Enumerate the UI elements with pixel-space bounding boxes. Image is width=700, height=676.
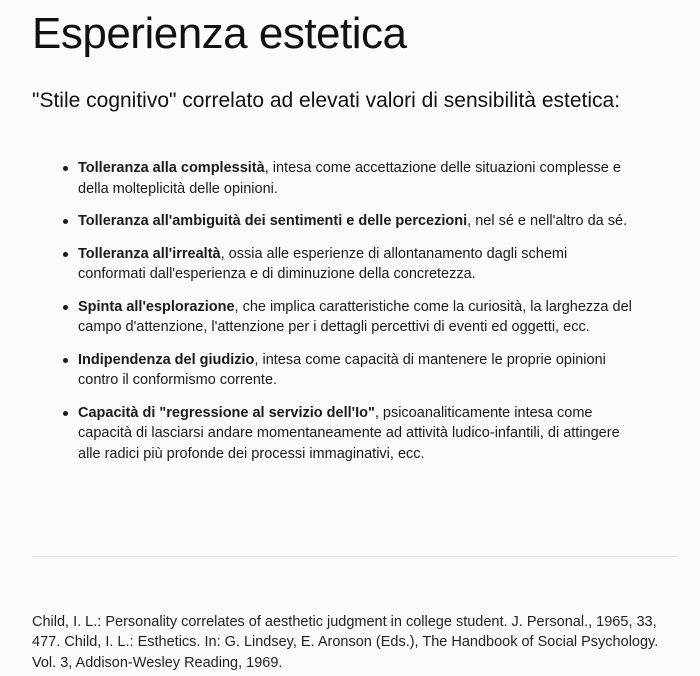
item-description: , intesa come accettazione delle situazioni complesse e della molteplicità delle opinioni. (78, 160, 621, 197)
reference-text: Child, I. L.: Personality correlates of aesthetic judgment in college student. J. Personal., 1965, 33, 477. Child, I. L.: Esthetics. In: G. Lindsey, E. Aronson (Eds.), The Handbook of Social Psychology. Vol. 3, Addison-Wesley Reading, 1969. (32, 613, 659, 671)
item-description: , che implica caratteristiche come la curiosità, la larghezza del campo d'attenzione, l'attenzione per i dettagli percettivi di eventi ed oggetti, ecc. (78, 298, 632, 335)
item-term: Tolleranza all'irrealtà (78, 245, 221, 262)
section-divider (32, 556, 678, 557)
item-description: , intesa come capacità di mantenere le proprie opinioni contro il conformismo corrente. (78, 351, 606, 388)
bullet-icon (63, 219, 68, 224)
item-term: Tolleranza alla complessità (78, 160, 265, 176)
page-subtitle: "Stile cognitivo" correlato ad elevati valori di sensibilità estetica: (32, 89, 621, 112)
trait-list (32, 158, 638, 476)
item-term: Spinta all'esplorazione (78, 298, 235, 315)
bullet-icon (63, 166, 68, 171)
item-term: Indipendenza del giudizio (78, 351, 255, 368)
list-item (78, 211, 638, 232)
list-item (78, 297, 638, 338)
list-item (78, 350, 638, 391)
bullet-icon (63, 252, 68, 257)
bullet-icon (63, 411, 68, 416)
item-description: , nel sé e nell'altro da sé. (467, 213, 628, 229)
list-item (78, 158, 638, 199)
item-description: , psicoanaliticamente intesa come capacità di lasciarsi andare momentaneamente ad attività ludico-infantili, di attingere alle radici più profonde dei processi immaginativi, ecc. (78, 404, 620, 462)
list-item (78, 403, 638, 465)
bullet-icon (63, 358, 68, 363)
item-term: Tolleranza all'ambiguità dei sentimenti e delle percezioni (78, 213, 468, 229)
list-item (78, 244, 638, 285)
page-title: Esperienza estetica (32, 9, 407, 58)
bullet-icon (63, 305, 68, 310)
item-description: , ossia alle esperienze di allontanamento dagli schemi conformati dall'esperienza e di diminuzione della concretezza. (78, 245, 568, 282)
item-term: Capacità di "regressione al servizio dell'Io" (78, 404, 375, 421)
